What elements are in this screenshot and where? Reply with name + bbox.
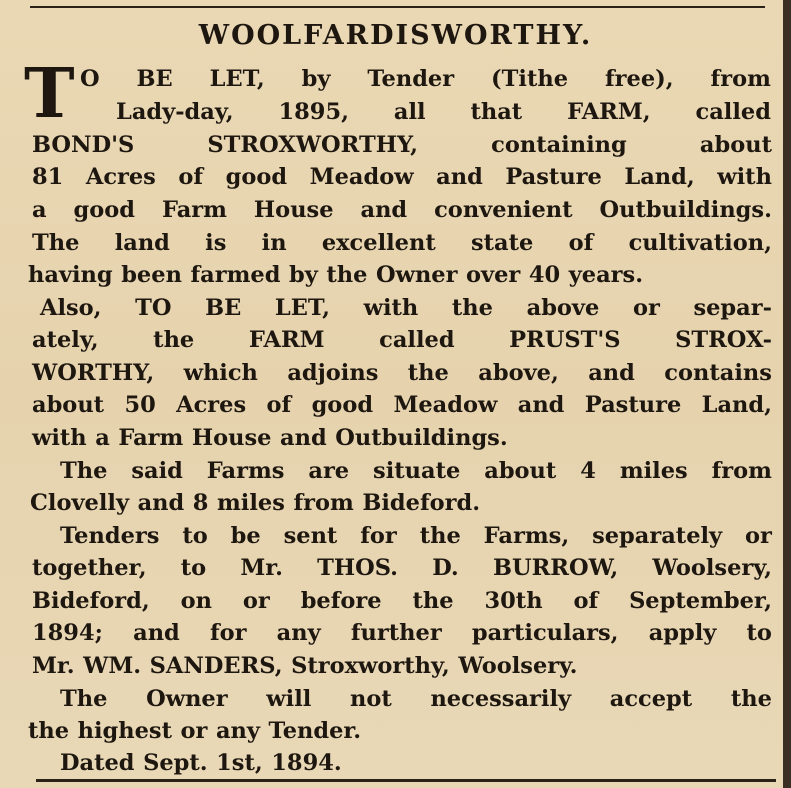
text-line: Tenders to be sent for the Farms, separately or <box>60 523 772 549</box>
text-line: 81 Acres of good Meadow and Pasture Land, with <box>32 164 772 190</box>
text-line: O BE LET, by Tender (Tithe free), from <box>80 66 771 92</box>
text-line: Bideford, on or before the 30th of September, <box>32 588 772 614</box>
text-line: with a Farm House and Outbuildings. <box>32 425 508 451</box>
text-line: Lady-day, 1895, all that FARM, called <box>116 99 771 125</box>
text-line: Clovelly and 8 miles from Bideford. <box>30 490 481 516</box>
text-line: WORTHY, which adjoins the above, and contains <box>32 360 772 386</box>
text-line: together, to Mr. THOS. D. BURROW, Woolsery, <box>32 555 772 581</box>
advert-title: WOOLFARDISWORTHY. <box>198 20 593 51</box>
text-line: ately, the FARM called PRUST'S STROX- <box>32 327 772 353</box>
text-line: The said Farms are situate about 4 miles from <box>60 458 772 484</box>
text-line: about 50 Acres of good Meadow and Pasture Land, <box>32 392 772 418</box>
text-line: Mr. WM. SANDERS, Stroxworthy, Woolsery. <box>32 653 578 679</box>
bottom-rule <box>36 779 776 782</box>
text-line: The Owner will not necessarily accept the <box>60 686 772 712</box>
drop-cap: T <box>24 54 75 134</box>
text-line: the highest or any Tender. <box>28 718 362 744</box>
top-rule <box>30 6 765 8</box>
text-line: having been farmed by the Owner over 40 years. <box>28 262 644 288</box>
page-edge <box>783 0 791 788</box>
text-line: a good Farm House and convenient Outbuildings. <box>32 197 772 223</box>
text-line: 1894; and for any further particulars, apply to <box>32 620 772 646</box>
text-line: Also, TO BE LET, with the above or separ- <box>40 295 772 321</box>
text-line: BOND'S STROXWORTHY, containing about <box>32 132 772 158</box>
text-line: The land is in excellent state of cultivation, <box>32 230 772 256</box>
text-line: Dated Sept. 1st, 1894. <box>60 750 342 776</box>
